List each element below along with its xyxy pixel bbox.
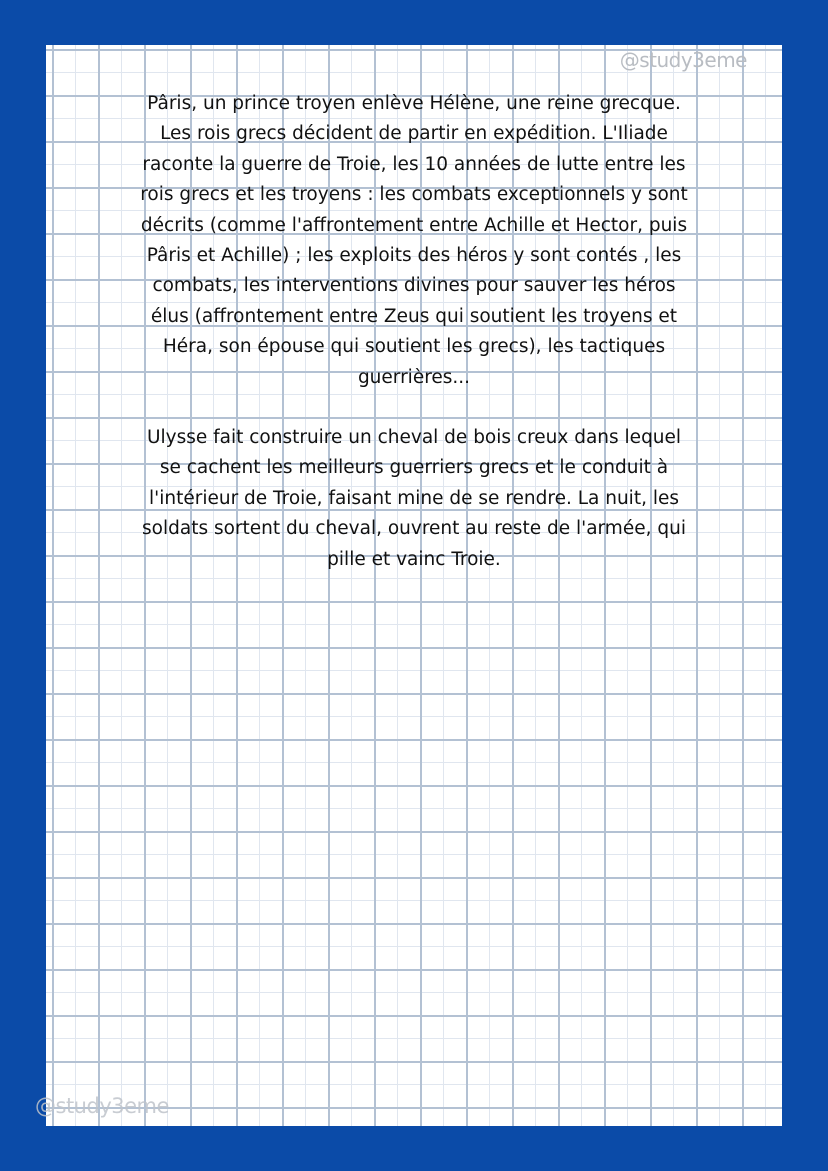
text-line: Pâris, un prince troyen enlève Hélène, une reine grecque. — [147, 93, 681, 114]
text-line: pille et vainc Troie. — [327, 548, 501, 570]
paragraph-spacer — [46, 393, 782, 423]
text-line: décrits (comme l'affrontement entre Achille et Hector, puis — [140, 214, 688, 236]
text-line: l'intérieur de Troie, faisant mine de se rendre. La nuit, les — [148, 487, 679, 509]
text-line: raconte la guerre de Troie, les 10 années de lutte entre les — [142, 153, 686, 175]
paragraph-cheval-de-troie — [46, 423, 782, 575]
grid-paper-sheet — [46, 45, 782, 1126]
watermark-bottom: @study3eme — [35, 1094, 169, 1118]
text-line: Héra, son épouse qui soutient les grecs), les tactiques — [162, 336, 666, 358]
text-line: guerrières... — [357, 366, 471, 388]
paragraph-troie-story — [46, 89, 782, 393]
text-line: soldats sortent du cheval, ouvrent au reste de l'armée, qui — [142, 518, 686, 540]
text-line: rois grecs et les troyens : les combats exceptionnels y sont — [140, 184, 688, 206]
text-line: se cachent les meilleurs guerriers grecs et le conduit à — [159, 457, 669, 479]
text-line: combats, les interventions divines pour sauver les héros — [152, 275, 676, 297]
text-line: élus (affrontement entre Zeus qui soutient les troyens et — [150, 305, 678, 327]
text-line: Les rois grecs décident de partir en expédition. L'Iliade — [160, 123, 668, 145]
watermark-top: @study3eme — [619, 48, 747, 72]
text-line: Ulysse fait construire un cheval de bois creux dans lequel — [146, 427, 682, 449]
text-block — [46, 89, 782, 575]
text-line: Pâris et Achille) ; les exploits des héros y sont contés , les — [146, 245, 682, 267]
